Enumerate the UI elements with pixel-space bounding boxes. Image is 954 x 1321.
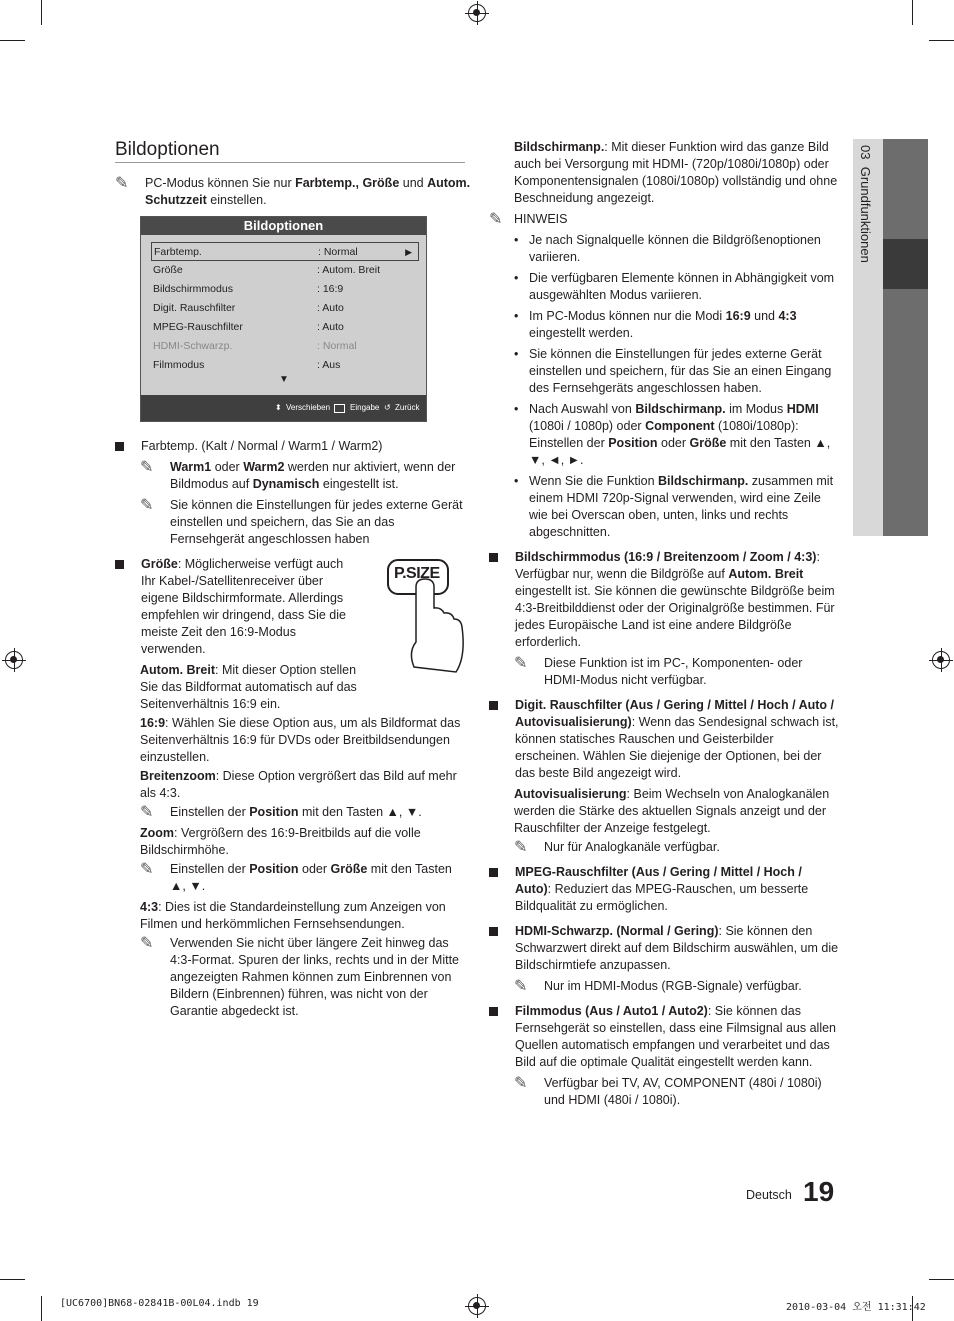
note-pencil-icon: ✎	[140, 861, 154, 878]
return-icon: ↺	[384, 403, 391, 412]
osd-footer: ⬍ Verschieben Eingabe ↺ Zurück	[141, 395, 426, 421]
crop-mark	[41, 1296, 42, 1321]
note-pencil-icon: ✎	[115, 175, 129, 192]
section-title: Bildoptionen	[115, 139, 220, 160]
note-pencil-icon: ✎	[514, 655, 528, 672]
registration-mark-icon	[468, 4, 486, 22]
psize-button-illustration	[386, 557, 452, 597]
osd-row: Farbtemp. : Normal ▶	[151, 242, 419, 261]
crop-mark	[929, 1279, 954, 1280]
note-pencil-icon: ✎	[140, 459, 154, 476]
print-date-info: 2010-03-04 오전 11:31:42	[786, 1302, 926, 1313]
intro-note: ✎ PC-Modus können Sie nur Farbtemp., Größe und Autom. Schutzzeit einstellen.	[115, 175, 471, 207]
page-number: 19	[803, 1176, 835, 1207]
title-rule	[115, 162, 465, 163]
crop-mark	[0, 1279, 25, 1280]
print-file-info: [UC6700]BN68-02841B-00L04.indb 19	[60, 1298, 259, 1309]
note-pencil-icon: ✎	[140, 497, 154, 514]
note-pencil-icon: ✎	[489, 211, 503, 228]
move-icon: ⬍	[275, 403, 282, 412]
note-pencil-icon: ✎	[140, 804, 154, 821]
right-column: Bildschirmanp.: Mit dieser Funktion wird das ganze Bild auch bei Versorgung mit HDMI- (720p/1080i/1080p) oder Komponentensignalen (1080i/1080p) vollständig und ohne Beschneidung angezeigt. ✎ HINWEIS • Je nach Signalquelle können die Bildgrößenoptionen variieren. • Die verfügbaren Elemente können in Abhängigkeit vom ausgewählten Modus variieren. • Im PC-Modus können nur die Modi 16:9 und 4:3 eingestellt werden. • Sie können die Einstellungen für jedes externe Gerät einstellen und speichern, für das Sie an einen Eingang des Fernsehgeräts angeschlossen haben. • Nach Auswahl von Bildschirmanp. im Modus HDMI (1080i / 1080p) oder Component (1080i/1080p): Einstellen der Position oder Größe mit den Tasten ▲, ▼, ◄, ►. • Wenn Sie die Funktion Bildschirmanp. zusammen mit einem HDMI 720p-Signal verwenden, wird eine Zeile wie bei Overscan oben, unten, links und rechts abgeschnitten. Bildschirmmodus (16:9 / Breitenzoom / Zoom / 4:3): Verfügbar nur, wenn die Bildgröße auf Autom. Breit eingestellt ist. Sie können die gewünschte Bildgröße beim 4:3-Breitbilddienst oder der Originalgröße bestimmen. Für jedes Europäische Land ist eine andere Bildgröße erforderlich. ✎ Diese Funktion ist im PC-, Komponenten- oder HDMI-Modus nicht verfügbar. Digit. Rauschfilter (Aus / Gering / Mittel / Hoch / Auto / Autovisualisierung): Wenn das Sendesignal schwach ist, können statisches Rauschen und Geisterbilder erscheinen. Wählen Sie diejenige der Optionen, bei der das beste Bild angezeigt wird. Autovisualisierung: Beim Wechseln von Analogkanälen werden die Stärke des aktuellen Signals anzeigt und der Rauschfilter der Anzeige festgelegt. ✎ Nur für Analogkanäle verfügbar. MPEG-Rauschfilter (Aus / Gering / Mittel / Hoch / Auto): Reduziert das MPEG-Rauschen, um besserte Bildqualität zu ermöglichen. HDMI-Schwarzp. (Normal / Gering): Sie können den Schwarzwert direkt auf dem Bildschirm auswählen, um die Bildschirmtiefe anzupassen. ✎ Nur im HDMI-Modus (RGB-Signale) verfügbar. Filmmodus (Aus / Auto1 / Auto2): Sie können das Fernsehgerät so einstellen, dass eine Filmsignal aus allen Quellen automatisch empfangen und verarbeitet und das Bild auf die optimale Qualität eingestellt werden kann. ✎ Verfügbar bei TV, AV, COMPONENT (480i / 1080i) und HDMI (480i / 1080i).	[489, 139, 839, 1109]
osd-row: Größe : Autom. Breit	[153, 264, 381, 276]
crop-mark	[912, 0, 913, 25]
crop-mark	[0, 40, 25, 41]
chapter-label: 03 Grundfunktionen	[858, 145, 873, 263]
osd-row: Digit. Rauschfilter : Auto	[153, 302, 344, 314]
note-pencil-icon: ✎	[514, 839, 528, 856]
enter-icon	[334, 404, 345, 413]
osd-row: Filmmodus : Aus	[153, 359, 341, 371]
crop-mark	[929, 40, 954, 41]
footer-language: Deutsch	[746, 1188, 792, 1202]
registration-mark-icon	[932, 651, 950, 669]
right-arrow-icon: ▶	[405, 247, 412, 257]
left-column: Farbtemp. (Kalt / Normal / Warm1 / Warm2) ✎ Warm1 oder Warm2 werden nur aktiviert, wenn der Bildmodus auf Dynamisch eingestellt ist. ✎ Sie können die Einstellungen für jedes externe Gerät einstellen und speichern, das Sie an das Fernsehgerät angeschlossen haben Größe: Möglicherweise verfügt auch Ihr Kabel-/Satellitenreceiver über eigene Bildschirmformate. Allerdings empfehlen wir dringend, dass Sie die meiste Zeit den 16:9-Modus verwenden. Autom. Breit: Mit dieser Option stellen Sie das Bildformat automatisch auf das Seitenverhältnis 16:9 ein. 16:9: Wählen Sie diese Option aus, um als Bildformat das Seitenverhältnis 16:9 für DVDs oder Breitbildsendungen einzustellen. Breitenzoom: Diese Option vergrößert das Bild auf mehr als 4:3. ✎ Einstellen der Position mit den Tasten ▲, ▼. Zoom: Vergrößern des 16:9-Breitbilds auf die volle Bildschirmhöhe. ✎ Einstellen der Position oder Größe mit den Tasten ▲, ▼. 4:3: Dies ist die Standardeinstellung zum Anzeigen von Filmen und herkömmlichen Fernsehsendungen. ✎ Verwenden Sie nicht über längere Zeit hinweg das 4:3-Format. Spuren der links, rechts und in der Mitte angezeigten Rahmen können zum Einbrennen von Bildern (Einbrennen) führen, was nicht von der Garantie abgedeckt ist.	[115, 438, 465, 1020]
osd-menu	[140, 216, 427, 422]
registration-mark-icon	[468, 1297, 486, 1315]
osd-row: Bildschirmmodus : 16:9	[153, 283, 344, 295]
note-pencil-icon: ✎	[514, 978, 528, 995]
psize-label: P.SIZE	[394, 565, 440, 582]
osd-title: Bildoptionen	[141, 217, 426, 235]
osd-row: MPEG-Rauschfilter : Auto	[153, 321, 344, 333]
registration-mark-icon	[5, 651, 23, 669]
osd-row: HDMI-Schwarzp. : Normal	[153, 340, 357, 352]
crop-mark	[41, 0, 42, 25]
down-arrow-icon: ▼	[279, 374, 289, 385]
note-pencil-icon: ✎	[140, 935, 154, 952]
note-pencil-icon: ✎	[514, 1075, 528, 1092]
